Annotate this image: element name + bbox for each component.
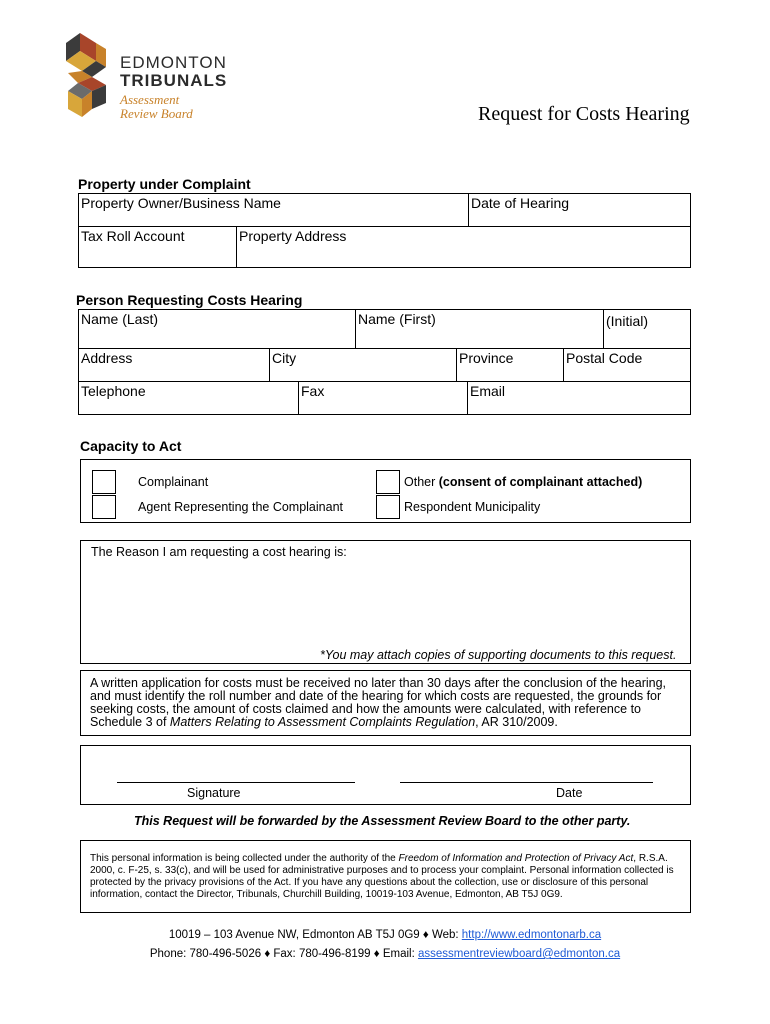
date-line[interactable] xyxy=(400,782,653,783)
province-field[interactable]: Province xyxy=(459,350,514,366)
logo-text-assessment: Assessment xyxy=(120,92,180,107)
footer-contact: Phone: 780-496-5026 ♦ Fax: 780-496-8199 ♦ Email: xyxy=(149,948,418,960)
footer-address-line xyxy=(0,929,770,941)
property-address-field[interactable]: Property Address xyxy=(239,228,347,244)
privacy-text-main: This personal information is being collected under the authority of the xyxy=(90,853,399,864)
name-first-field[interactable]: Name (First) xyxy=(358,311,436,327)
agent-checkbox[interactable] xyxy=(92,495,116,519)
logo-text-tribunals: TRIBUNALS xyxy=(120,71,228,90)
initial-field[interactable]: (Initial) xyxy=(606,313,649,329)
email-link[interactable]: assessmentreviewboard@edmonton.ca xyxy=(417,948,621,960)
notice-text-main: A written application for costs must be received no later than 30 days after the conclusion of the hearing, and must identify the roll number and date of the hearing for which costs are requested, the grounds for seeking costs, the amount of costs claimed and how the amounts were calculated, with reference to Schedule 3 of xyxy=(90,676,667,729)
respondent-label: Respondent Municipality xyxy=(404,500,541,514)
other-label-consent: (consent of complainant attached) xyxy=(438,475,643,489)
signature-line[interactable] xyxy=(117,782,355,783)
name-last-field[interactable]: Name (Last) xyxy=(81,311,159,327)
agent-label: Agent Representing the Complainant xyxy=(138,500,343,514)
fax-field[interactable]: Fax xyxy=(301,383,325,399)
forward-note: This Request will be forwarded by the Assessment Review Board to the other party. xyxy=(134,814,631,828)
signature-label: Signature xyxy=(187,786,241,800)
hearing-date-field[interactable]: Date of Hearing xyxy=(471,195,570,211)
other-label xyxy=(404,475,642,489)
notice-regulation: Matters Relating to Assessment Complaints Regulation xyxy=(169,715,476,729)
complainant-label: Complainant xyxy=(138,475,209,489)
section-title-capacity: Capacity to Act xyxy=(80,438,182,454)
city-field[interactable]: City xyxy=(272,350,297,366)
section-title-property: Property under Complaint xyxy=(78,176,251,192)
privacy-text xyxy=(90,853,686,901)
privacy-text-end: , R.S.A. 2000, c. F-25, s. 33(c), and will be used for administrative purposes and to process your complaint. Personal information collected is protected by the privacy provisions of the Act. If you have any questions about the collection, use or disclosure of this personal information, contact the Director, Tribunals, Churchill Building, 10019-103 Avenue, Edmonton, AB T5J 0G9. xyxy=(90,853,674,900)
logo-text-review-board: Review Board xyxy=(120,106,193,121)
form-title: Request for Costs Hearing xyxy=(478,103,690,125)
privacy-act-name: Freedom of Information and Protection of Privacy Act xyxy=(398,853,634,864)
telephone-field[interactable]: Telephone xyxy=(81,383,146,399)
reason-note: *You may attach copies of supporting documents to this request. xyxy=(320,648,677,662)
edmonton-tribunals-logo-icon xyxy=(66,33,110,119)
notice-text-end: , AR 310/2009. xyxy=(475,715,558,729)
postal-code-field[interactable]: Postal Code xyxy=(566,350,643,366)
reason-label: The Reason I am requesting a cost hearing is: xyxy=(91,545,347,559)
email-field[interactable]: Email xyxy=(470,383,506,399)
property-owner-field[interactable]: Property Owner/Business Name xyxy=(81,195,281,211)
tax-roll-field[interactable]: Tax Roll Account xyxy=(81,228,185,244)
footer-contact-line xyxy=(0,948,770,960)
other-label-prefix: Other xyxy=(404,475,439,489)
notice-text xyxy=(90,677,680,729)
section-title-person: Person Requesting Costs Hearing xyxy=(76,292,303,308)
address-field[interactable]: Address xyxy=(81,350,133,366)
signature-box xyxy=(80,745,691,805)
footer-address: 10019 – 103 Avenue NW, Edmonton AB T5J 0G9 ♦ Web: xyxy=(168,929,462,941)
logo-text-edmonton: EDMONTON xyxy=(120,53,227,72)
respondent-checkbox[interactable] xyxy=(376,495,400,519)
complainant-checkbox[interactable] xyxy=(92,470,116,494)
date-label: Date xyxy=(556,786,583,800)
other-checkbox[interactable] xyxy=(376,470,400,494)
website-link[interactable]: http://www.edmontonarb.ca xyxy=(461,929,602,941)
